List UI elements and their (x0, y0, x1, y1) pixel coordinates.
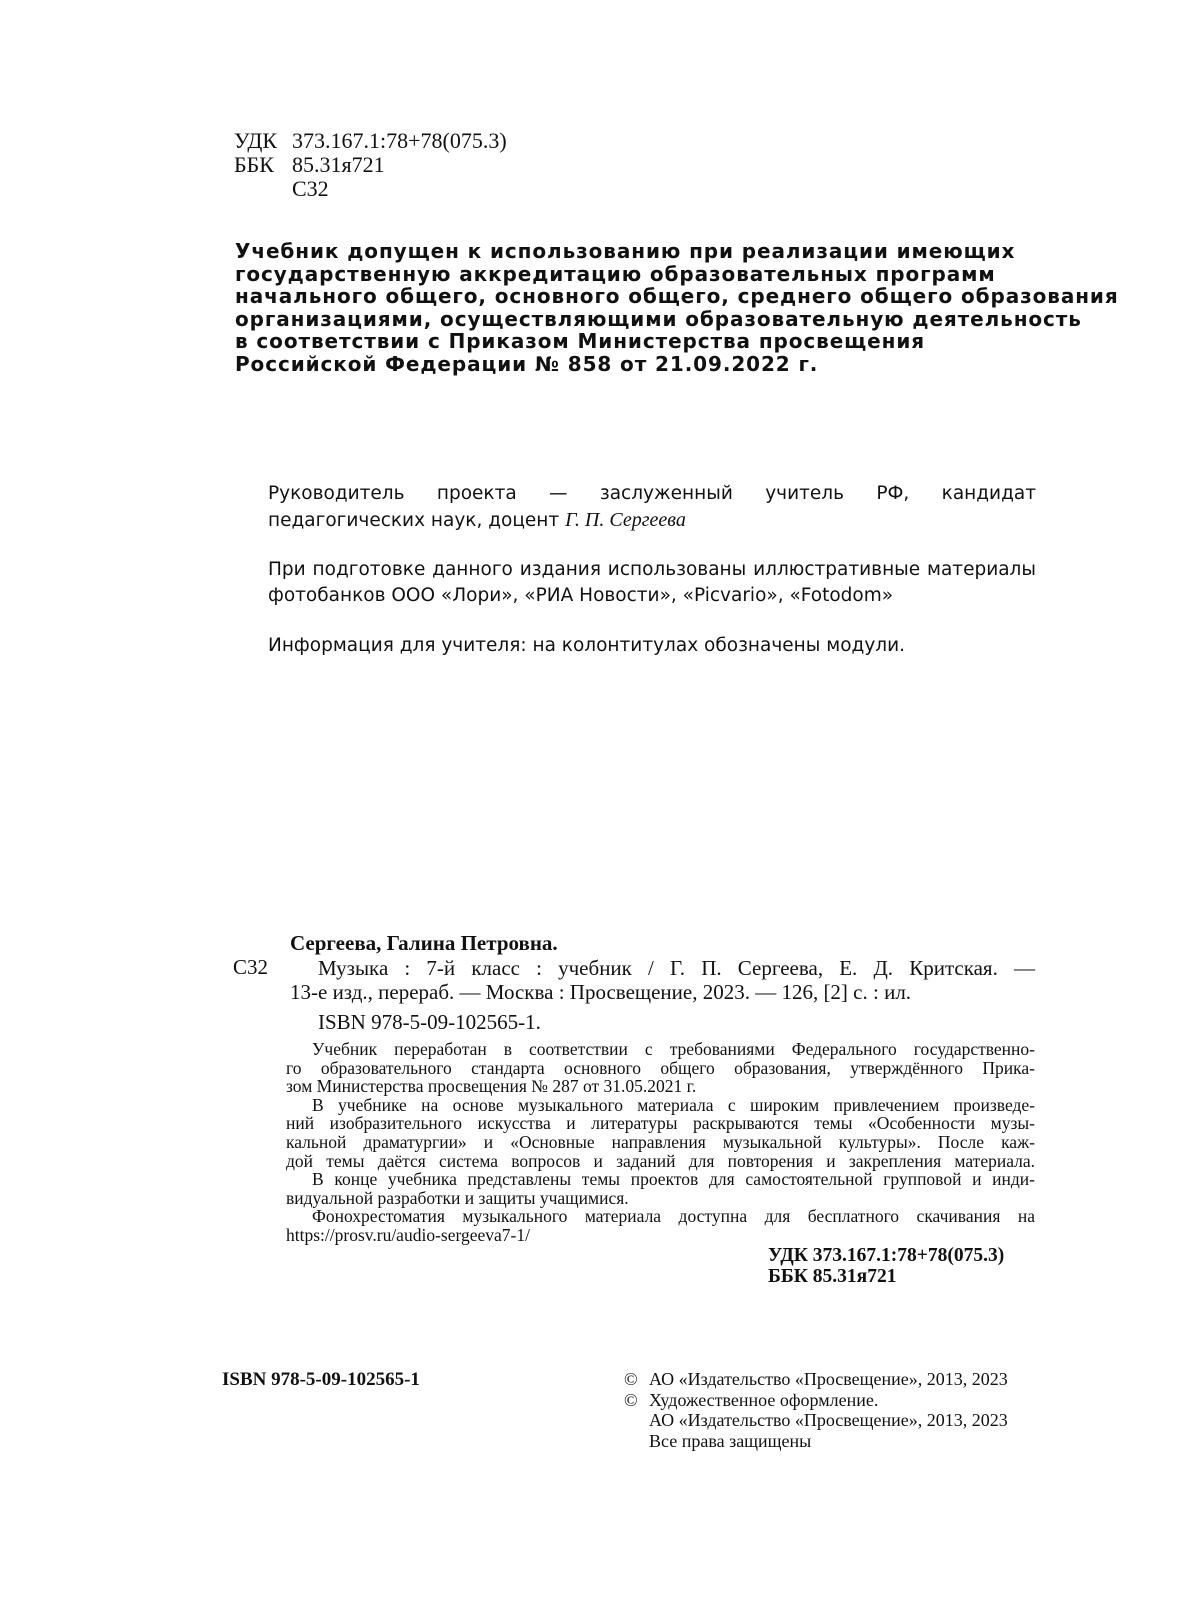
approval-line: Российской Федерации № 858 от 21.09.2022 г. (235, 351, 819, 376)
annotation-line: В конце учебника представлены темы проектов для самостоятельной групповой и инди- (312, 1169, 1035, 1190)
bbk-label: ББК (234, 152, 274, 177)
card-annotation (286, 1040, 1035, 1245)
udk-line (234, 129, 507, 153)
project-lead-text: Руководитель проекта — заслуженный учитель РФ, кандидат педагогических наук, доцент (268, 483, 1036, 531)
card-title-line: Музыка : 7-й класс : учебник / Г. П. Сергеева, Е. Д. Критская. — (318, 956, 1035, 980)
annotation-line: Фонохрестоматия музыкального материала доступна для бесплатного скачивания на (312, 1206, 1035, 1227)
card-isbn: ISBN 978-5-09-102565-1. (318, 1010, 541, 1034)
card-code: С32 (233, 955, 269, 979)
annotation-line: ний изобразительного искусства и литературы раскрываются темы «Особенности музы- (286, 1113, 1035, 1134)
approval-line: Учебник допущен к использованию при реализации имеющих (235, 239, 1016, 263)
illustrations-note (236, 557, 1036, 609)
annotation-line: Учебник переработан в соответствии с требованиями Федерального государственно- (312, 1039, 1035, 1059)
bbk-line (234, 153, 385, 177)
copyright-block (624, 1369, 1008, 1451)
approval-statement (235, 239, 1119, 376)
project-lead-note (236, 481, 1036, 534)
card-author: Сергеева, Галина Петровна. (290, 931, 558, 955)
annotation-line: го образовательного стандарта основного общего образования, утверждённого Прика- (286, 1057, 1035, 1078)
teacher-info-text: Информация для учителя: на колонтитулах обозначены модули. (268, 635, 905, 656)
annotation-line: дой темы даётся система вопросов и заданий для повторения и закрепления материала. (286, 1150, 1035, 1171)
annotation-line: В учебнике на основе музыкального материала с широким привлечением произведе- (312, 1094, 1035, 1115)
annotation-url: https://prosv.ru/audio-sergeeva7-1/ (286, 1224, 530, 1245)
card-classification (768, 1245, 1004, 1287)
card-udk: УДК 373.167.1:78+78(075.3) (768, 1245, 1005, 1266)
annotation-line: кальной драматургии» и «Основные направления музыкальной культуры». После каж- (286, 1131, 1035, 1152)
copyright-icon: © (624, 1369, 638, 1389)
illustrations-text: При подготовке данного издания использованы иллюстративные материалы фотобанков ООО «Лори», «РИА Новости», «Picvario», «Fotodom» (268, 559, 1036, 606)
copyright-design-publisher: АО «Издательство «Просвещение», 2013, 2023 (649, 1410, 1008, 1430)
approval-line: начального общего, основного общего, среднего общего образования (235, 284, 1119, 308)
annotation-line: видуальной разработки и защиты учащимися. (286, 1187, 629, 1208)
copyright-design: Художественное оформление. (649, 1389, 879, 1410)
udk-value: 373.167.1:78+78(075.3) (292, 128, 507, 153)
copyright-publisher: АО «Издательство «Просвещение», 2013, 2023 (649, 1369, 1008, 1389)
card-bibliographic (290, 956, 1035, 1004)
bbk-value: 85.31я721 (292, 152, 385, 177)
card-edition-line: 13-е изд., перераб. — Москва : Просвещение, 2023. — 126, [2] с. : ил. (290, 980, 912, 1004)
approval-line: в соответствии с Приказом Министерства просвещения (235, 329, 926, 353)
approval-line: организациями, осуществляющими образовательную деятельность (235, 306, 1082, 331)
rights-reserved: Все права защищены (649, 1430, 812, 1451)
annotation-line: зом Министерства просвещения № 287 от 31.05.2021 г. (286, 1076, 697, 1097)
author-mark: С32 (292, 176, 329, 201)
approval-line: государственную аккредитацию образовательных программ (235, 261, 996, 286)
project-lead-name: Г. П. Сергеева (565, 509, 686, 531)
card-bbk: ББК 85.31я721 (768, 1266, 897, 1287)
footer-isbn: ISBN 978-5-09-102565-1 (222, 1369, 420, 1390)
copyright-icon: © (624, 1389, 638, 1410)
teacher-info (236, 633, 1036, 659)
udk-label: УДК (234, 128, 278, 153)
